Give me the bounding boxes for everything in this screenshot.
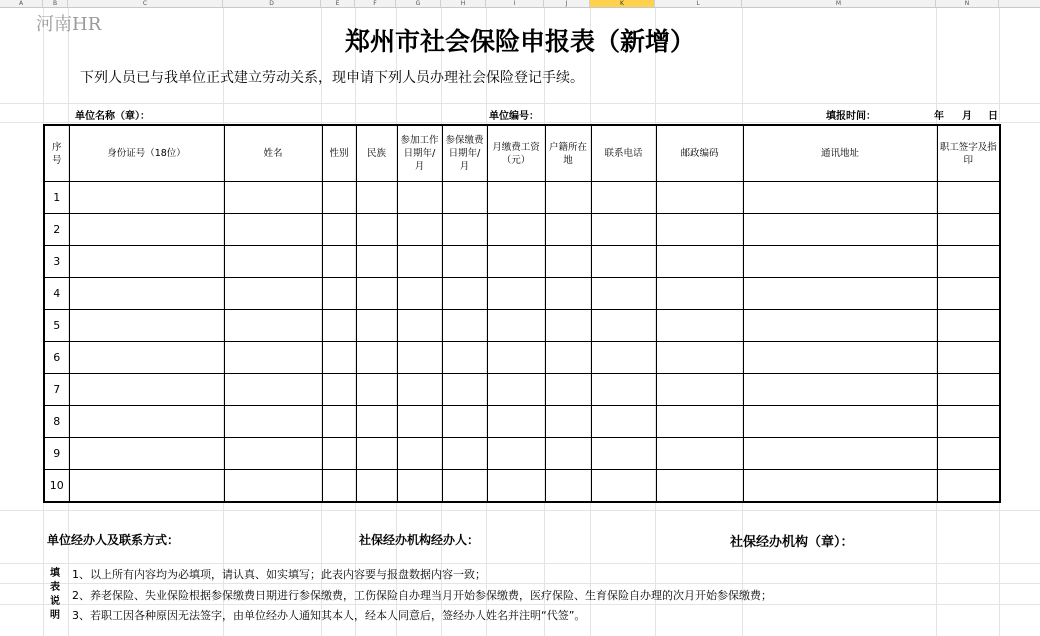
phone-cell[interactable]: [591, 438, 656, 470]
work-date-cell[interactable]: [397, 310, 442, 342]
header-cell-no[interactable]: 序号: [44, 125, 69, 182]
work-date-cell[interactable]: [397, 182, 442, 214]
column-header[interactable]: G: [396, 0, 441, 7]
phone-cell[interactable]: [591, 278, 656, 310]
insured-date-cell[interactable]: [442, 470, 487, 503]
id-cell[interactable]: [69, 310, 224, 342]
row-number-cell[interactable]: 2: [44, 214, 69, 246]
id-cell[interactable]: [69, 438, 224, 470]
column-header[interactable]: D: [223, 0, 321, 7]
header-cell-postcode[interactable]: 邮政编码: [656, 125, 743, 182]
phone-cell[interactable]: [591, 214, 656, 246]
id-cell[interactable]: [69, 278, 224, 310]
address-cell[interactable]: [743, 438, 937, 470]
column-header-selected[interactable]: K: [590, 0, 655, 7]
date-day-label: 日: [988, 111, 998, 122]
ethnicity-cell[interactable]: [356, 278, 397, 310]
wage-cell[interactable]: [487, 470, 545, 503]
header-cell-signature[interactable]: 职工签字及指印: [937, 125, 1000, 182]
unit-agent-label: 单位经办人及联系方式：: [47, 533, 180, 547]
row-number-cell[interactable]: 7: [44, 374, 69, 406]
work-date-cell[interactable]: [397, 438, 442, 470]
watermark: 河南HR: [36, 14, 102, 35]
postcode-cell[interactable]: [656, 406, 743, 438]
column-header[interactable]: J: [544, 0, 590, 7]
column-header[interactable]: N: [936, 0, 999, 7]
fill-time-label: 填报时间：: [826, 111, 876, 122]
row-number-cell[interactable]: 1: [44, 182, 69, 214]
column-header[interactable]: I: [486, 0, 544, 7]
column-header[interactable]: C: [68, 0, 223, 7]
signature-cell[interactable]: [937, 374, 1000, 406]
ethnicity-cell[interactable]: [356, 310, 397, 342]
table-row: [44, 214, 1000, 246]
id-cell[interactable]: [69, 406, 224, 438]
signature-cell[interactable]: [937, 182, 1000, 214]
insured-date-cell[interactable]: [442, 278, 487, 310]
table-row: [44, 406, 1000, 438]
id-cell[interactable]: [69, 342, 224, 374]
name-cell[interactable]: [224, 470, 322, 503]
ethnicity-cell[interactable]: [356, 374, 397, 406]
table-row: [44, 310, 1000, 342]
ethnicity-cell[interactable]: [356, 470, 397, 503]
insured-date-cell[interactable]: [442, 214, 487, 246]
row-number-cell[interactable]: 5: [44, 310, 69, 342]
wage-cell[interactable]: [487, 246, 545, 278]
insured-date-cell[interactable]: [442, 310, 487, 342]
column-header[interactable]: E: [321, 0, 355, 7]
column-header[interactable]: L: [655, 0, 742, 7]
address-cell[interactable]: [743, 406, 937, 438]
header-cell-phone[interactable]: 联系电话: [591, 125, 656, 182]
ethnicity-cell[interactable]: [356, 214, 397, 246]
signature-cell[interactable]: [937, 214, 1000, 246]
address-cell[interactable]: [743, 278, 937, 310]
address-cell[interactable]: [743, 342, 937, 374]
id-cell[interactable]: [69, 246, 224, 278]
table-row: [44, 182, 1000, 214]
household-cell[interactable]: [545, 214, 591, 246]
row-number-cell[interactable]: 4: [44, 278, 69, 310]
signature-cell[interactable]: [937, 278, 1000, 310]
name-cell[interactable]: [224, 278, 322, 310]
gender-cell[interactable]: [322, 182, 356, 214]
row-number-cell[interactable]: 9: [44, 438, 69, 470]
address-cell[interactable]: [743, 214, 937, 246]
gender-cell[interactable]: [322, 214, 356, 246]
table-row: [44, 438, 1000, 470]
wage-cell[interactable]: [487, 182, 545, 214]
address-cell[interactable]: [743, 374, 937, 406]
gender-cell[interactable]: [322, 278, 356, 310]
header-cell-household[interactable]: 户籍所在地: [545, 125, 591, 182]
household-cell[interactable]: [545, 406, 591, 438]
wage-cell[interactable]: [487, 438, 545, 470]
row-number-cell[interactable]: 10: [44, 470, 69, 503]
gender-cell[interactable]: [322, 438, 356, 470]
postcode-cell[interactable]: [656, 246, 743, 278]
column-header[interactable]: M: [742, 0, 936, 7]
phone-cell[interactable]: [591, 374, 656, 406]
work-date-cell[interactable]: [397, 342, 442, 374]
signature-cell[interactable]: [937, 310, 1000, 342]
table-row: [44, 278, 1000, 310]
postcode-cell[interactable]: [656, 278, 743, 310]
household-cell[interactable]: [545, 342, 591, 374]
header-cell-id[interactable]: 身份证号（18位）: [69, 125, 224, 182]
household-cell[interactable]: [545, 310, 591, 342]
postcode-cell[interactable]: [656, 342, 743, 374]
signature-cell[interactable]: [937, 342, 1000, 374]
name-cell[interactable]: [224, 214, 322, 246]
gender-cell[interactable]: [322, 406, 356, 438]
gender-cell[interactable]: [322, 342, 356, 374]
wage-cell[interactable]: [487, 406, 545, 438]
work-date-cell[interactable]: [397, 278, 442, 310]
gender-cell[interactable]: [322, 310, 356, 342]
table-header-row: [44, 125, 1000, 182]
postcode-cell[interactable]: [656, 310, 743, 342]
gender-cell[interactable]: [322, 374, 356, 406]
postcode-cell[interactable]: [656, 182, 743, 214]
table-row: [44, 374, 1000, 406]
insured-date-cell[interactable]: [442, 438, 487, 470]
registration-table: [43, 124, 1001, 503]
name-cell[interactable]: [224, 310, 322, 342]
ethnicity-cell[interactable]: [356, 406, 397, 438]
household-cell[interactable]: [545, 278, 591, 310]
postcode-cell[interactable]: [656, 214, 743, 246]
wage-cell[interactable]: [487, 342, 545, 374]
note-item-2: 2、养老保险、失业保险根据参保缴费日期进行参保缴费，工伤保险自办理当月开始参保缴费，医疗保险、生育保险自办理的次月开始参保缴费；: [72, 589, 772, 602]
header-cell-insured-date[interactable]: 参保缴费日期年/月: [442, 125, 487, 182]
header-cell-address[interactable]: 通讯地址: [743, 125, 937, 182]
insured-date-cell[interactable]: [442, 342, 487, 374]
household-cell[interactable]: [545, 438, 591, 470]
signature-cell[interactable]: [937, 470, 1000, 503]
table-row: [44, 470, 1000, 503]
household-cell[interactable]: [545, 246, 591, 278]
gender-cell[interactable]: [322, 246, 356, 278]
work-date-cell[interactable]: [397, 470, 442, 503]
wage-cell[interactable]: [487, 310, 545, 342]
row-number-cell[interactable]: 3: [44, 246, 69, 278]
address-cell[interactable]: [743, 310, 937, 342]
wage-cell[interactable]: [487, 214, 545, 246]
phone-cell[interactable]: [591, 246, 656, 278]
phone-cell[interactable]: [591, 342, 656, 374]
id-cell[interactable]: [69, 182, 224, 214]
work-date-cell[interactable]: [397, 246, 442, 278]
ethnicity-cell[interactable]: [356, 246, 397, 278]
ss-agent-label: 社保经办机构经办人：: [359, 533, 480, 547]
signature-cell[interactable]: [937, 438, 1000, 470]
table-row: [44, 246, 1000, 278]
name-cell[interactable]: [224, 182, 322, 214]
page-title: 郑州市社会保险申报表（新增）: [344, 27, 695, 56]
signature-cell[interactable]: [937, 406, 1000, 438]
id-cell[interactable]: [69, 374, 224, 406]
gender-cell[interactable]: [322, 470, 356, 503]
unit-name-label: 单位名称（章）：: [75, 111, 150, 122]
intro-text: 下列人员已与我单位正式建立劳动关系，现申请下列人员办理社会保险登记手续。: [80, 70, 584, 86]
column-header[interactable]: B: [43, 0, 68, 7]
header-cell-name[interactable]: 姓名: [224, 125, 322, 182]
postcode-cell[interactable]: [656, 470, 743, 503]
name-cell[interactable]: [224, 406, 322, 438]
column-header-bar: [0, 0, 1040, 8]
id-cell[interactable]: [69, 470, 224, 503]
row-number-cell[interactable]: 6: [44, 342, 69, 374]
phone-cell[interactable]: [591, 406, 656, 438]
column-header[interactable]: H: [441, 0, 486, 7]
household-cell[interactable]: [545, 182, 591, 214]
header-cell-gender[interactable]: 性别: [322, 125, 356, 182]
unit-code-label: 单位编号：: [489, 111, 539, 122]
work-date-cell[interactable]: [397, 406, 442, 438]
postcode-cell[interactable]: [656, 374, 743, 406]
address-cell[interactable]: [743, 182, 937, 214]
wage-cell[interactable]: [487, 374, 545, 406]
wage-cell[interactable]: [487, 278, 545, 310]
ethnicity-cell[interactable]: [356, 182, 397, 214]
date-year-label: 年: [934, 111, 944, 122]
column-header[interactable]: F: [355, 0, 396, 7]
ethnicity-cell[interactable]: [356, 438, 397, 470]
note-item-3: 3、若职工因各种原因无法签字，由单位经办人通知其本人，经本人同意后，签经办人姓名并注明“代签”。: [72, 609, 586, 622]
insured-date-cell[interactable]: [442, 182, 487, 214]
phone-cell[interactable]: [591, 310, 656, 342]
name-cell[interactable]: [224, 246, 322, 278]
date-month-label: 月: [962, 111, 972, 122]
name-cell[interactable]: [224, 342, 322, 374]
id-cell[interactable]: [69, 214, 224, 246]
phone-cell[interactable]: [591, 470, 656, 503]
work-date-cell[interactable]: [397, 214, 442, 246]
row-number-cell[interactable]: 8: [44, 406, 69, 438]
insured-date-cell[interactable]: [442, 406, 487, 438]
signature-cell[interactable]: [937, 246, 1000, 278]
address-cell[interactable]: [743, 470, 937, 503]
ethnicity-cell[interactable]: [356, 342, 397, 374]
notes-label: 填表说明: [50, 568, 60, 621]
name-cell[interactable]: [224, 374, 322, 406]
address-cell[interactable]: [743, 246, 937, 278]
work-date-cell[interactable]: [397, 374, 442, 406]
name-cell[interactable]: [224, 438, 322, 470]
household-cell[interactable]: [545, 374, 591, 406]
household-cell[interactable]: [545, 470, 591, 503]
column-header[interactable]: A: [0, 0, 43, 7]
header-cell-work-date[interactable]: 参加工作日期年/月: [397, 125, 442, 182]
note-item-1: 1、以上所有内容均为必填项，请认真、如实填写；此表内容要与报盘数据内容一致；: [72, 568, 486, 581]
insured-date-cell[interactable]: [442, 246, 487, 278]
ss-agency-label: 社保经办机构（章）：: [730, 535, 854, 550]
header-cell-ethnicity[interactable]: 民族: [356, 125, 397, 182]
header-cell-wage[interactable]: 月缴费工资（元）: [487, 125, 545, 182]
table-row: [44, 342, 1000, 374]
insured-date-cell[interactable]: [442, 374, 487, 406]
postcode-cell[interactable]: [656, 438, 743, 470]
phone-cell[interactable]: [591, 182, 656, 214]
